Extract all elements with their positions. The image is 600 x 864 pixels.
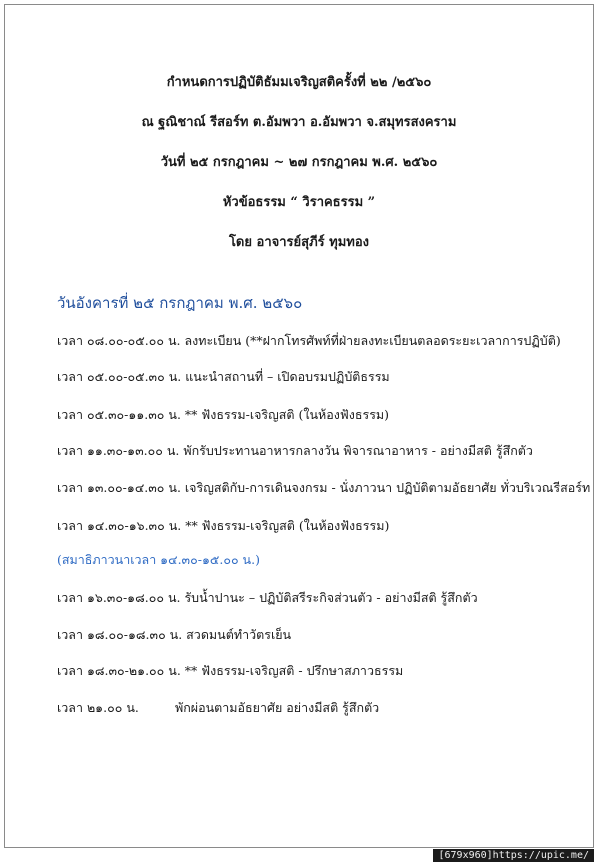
schedule-row: เวลา ๑๘.๓๐-๒๑.๐๐ น. ** ฟังธรรม-เจริญสติ - ปรึกษาสภาวธรรม: [57, 663, 404, 678]
header-dhamma-topic: หัวข้อธรรม “ วิราคธรรม ”: [222, 195, 376, 210]
schedule-row-last: [57, 698, 379, 718]
schedule-row: เวลา ๐๘.๐๐-๐๕.๐๐ น. ลงทะเบียน (**ฝากโทรศัพท์ที่ฝ่ายลงทะเบียนตลอดระยะเวลาการปฏิบัติ): [57, 333, 561, 348]
schedule-row: เวลา ๑๓.๐๐-๑๔.๓๐ น. เจริญสติกับ-การเดินจงกรม - นั่งภาวนา ปฏิบัติตามอัธยาศัย ทั่วบริเวณรีสอร์ท: [57, 480, 591, 495]
document-page: [4, 4, 594, 848]
schedule-row: เวลา ๑๑.๓๐-๑๓.๐๐ น. พักรับประทานอาหารกลางวัน พิจารณาอาหาร - อย่างมีสติ รู้สึกตัว: [57, 443, 533, 458]
header-dates: วันที่ ๒๕ กรกฎาคม ~ ๒๗ กรกฎาคม พ.ศ. ๒๕๖๐: [160, 155, 438, 170]
header-venue: ณ ฐณิชาณ์ รีสอร์ท ต.อัมพวา อ.อัมพวา จ.สมุทรสงคราม: [141, 115, 457, 130]
schedule-row: เวลา ๐๕.๐๐-๐๕.๓๐ น. แนะนำสถานที่ – เปิดอบรมปฏิบัติธรรม: [57, 369, 390, 384]
schedule-row: เวลา ๑๔.๓๐-๑๖.๓๐ น. ** ฟังธรรม-เจริญสติ (ในห้องฟังธรรม): [57, 518, 390, 533]
schedule-row: เวลา ๑๘.๐๐-๑๘.๓๐ น. สวดมนต์ทำวัตรเย็น: [57, 627, 292, 642]
schedule-row: เวลา ๐๕.๓๐-๑๑.๓๐ น. ** ฟังธรรม-เจริญสติ (ในห้องฟังธรรม): [57, 407, 390, 422]
last-row-activity: พักผ่อนตามอัธยาศัย อย่างมีสติ รู้สึกตัว: [174, 700, 380, 715]
document-header: [5, 73, 593, 273]
schedule-row: เวลา ๑๖.๓๐-๑๘.๐๐ น. รับน้ำปานะ – ปฏิบัติสรีระกิจส่วนตัว - อย่างมีสติ รู้สึกตัว: [57, 590, 478, 605]
header-teacher: โดย อาจารย์สุภีร์ ทุมทอง: [228, 235, 370, 250]
day-title: วันอังคารที่ ๒๕ กรกฎาคม พ.ศ. ๒๕๖๐: [57, 294, 303, 312]
meditation-note: (สมาธิภาวนาเวลา ๑๔.๓๐-๑๕.๐๐ น.): [57, 552, 260, 567]
header-schedule-title: กำหนดการปฏิบัติธัมมเจริญสติครั้งที่ ๒๒ /๒๕๖๐: [166, 75, 432, 90]
last-row-time: เวลา ๒๑.๐๐ น.: [57, 700, 139, 715]
watermark-label: [679x960]https://upic.me/: [433, 849, 594, 862]
